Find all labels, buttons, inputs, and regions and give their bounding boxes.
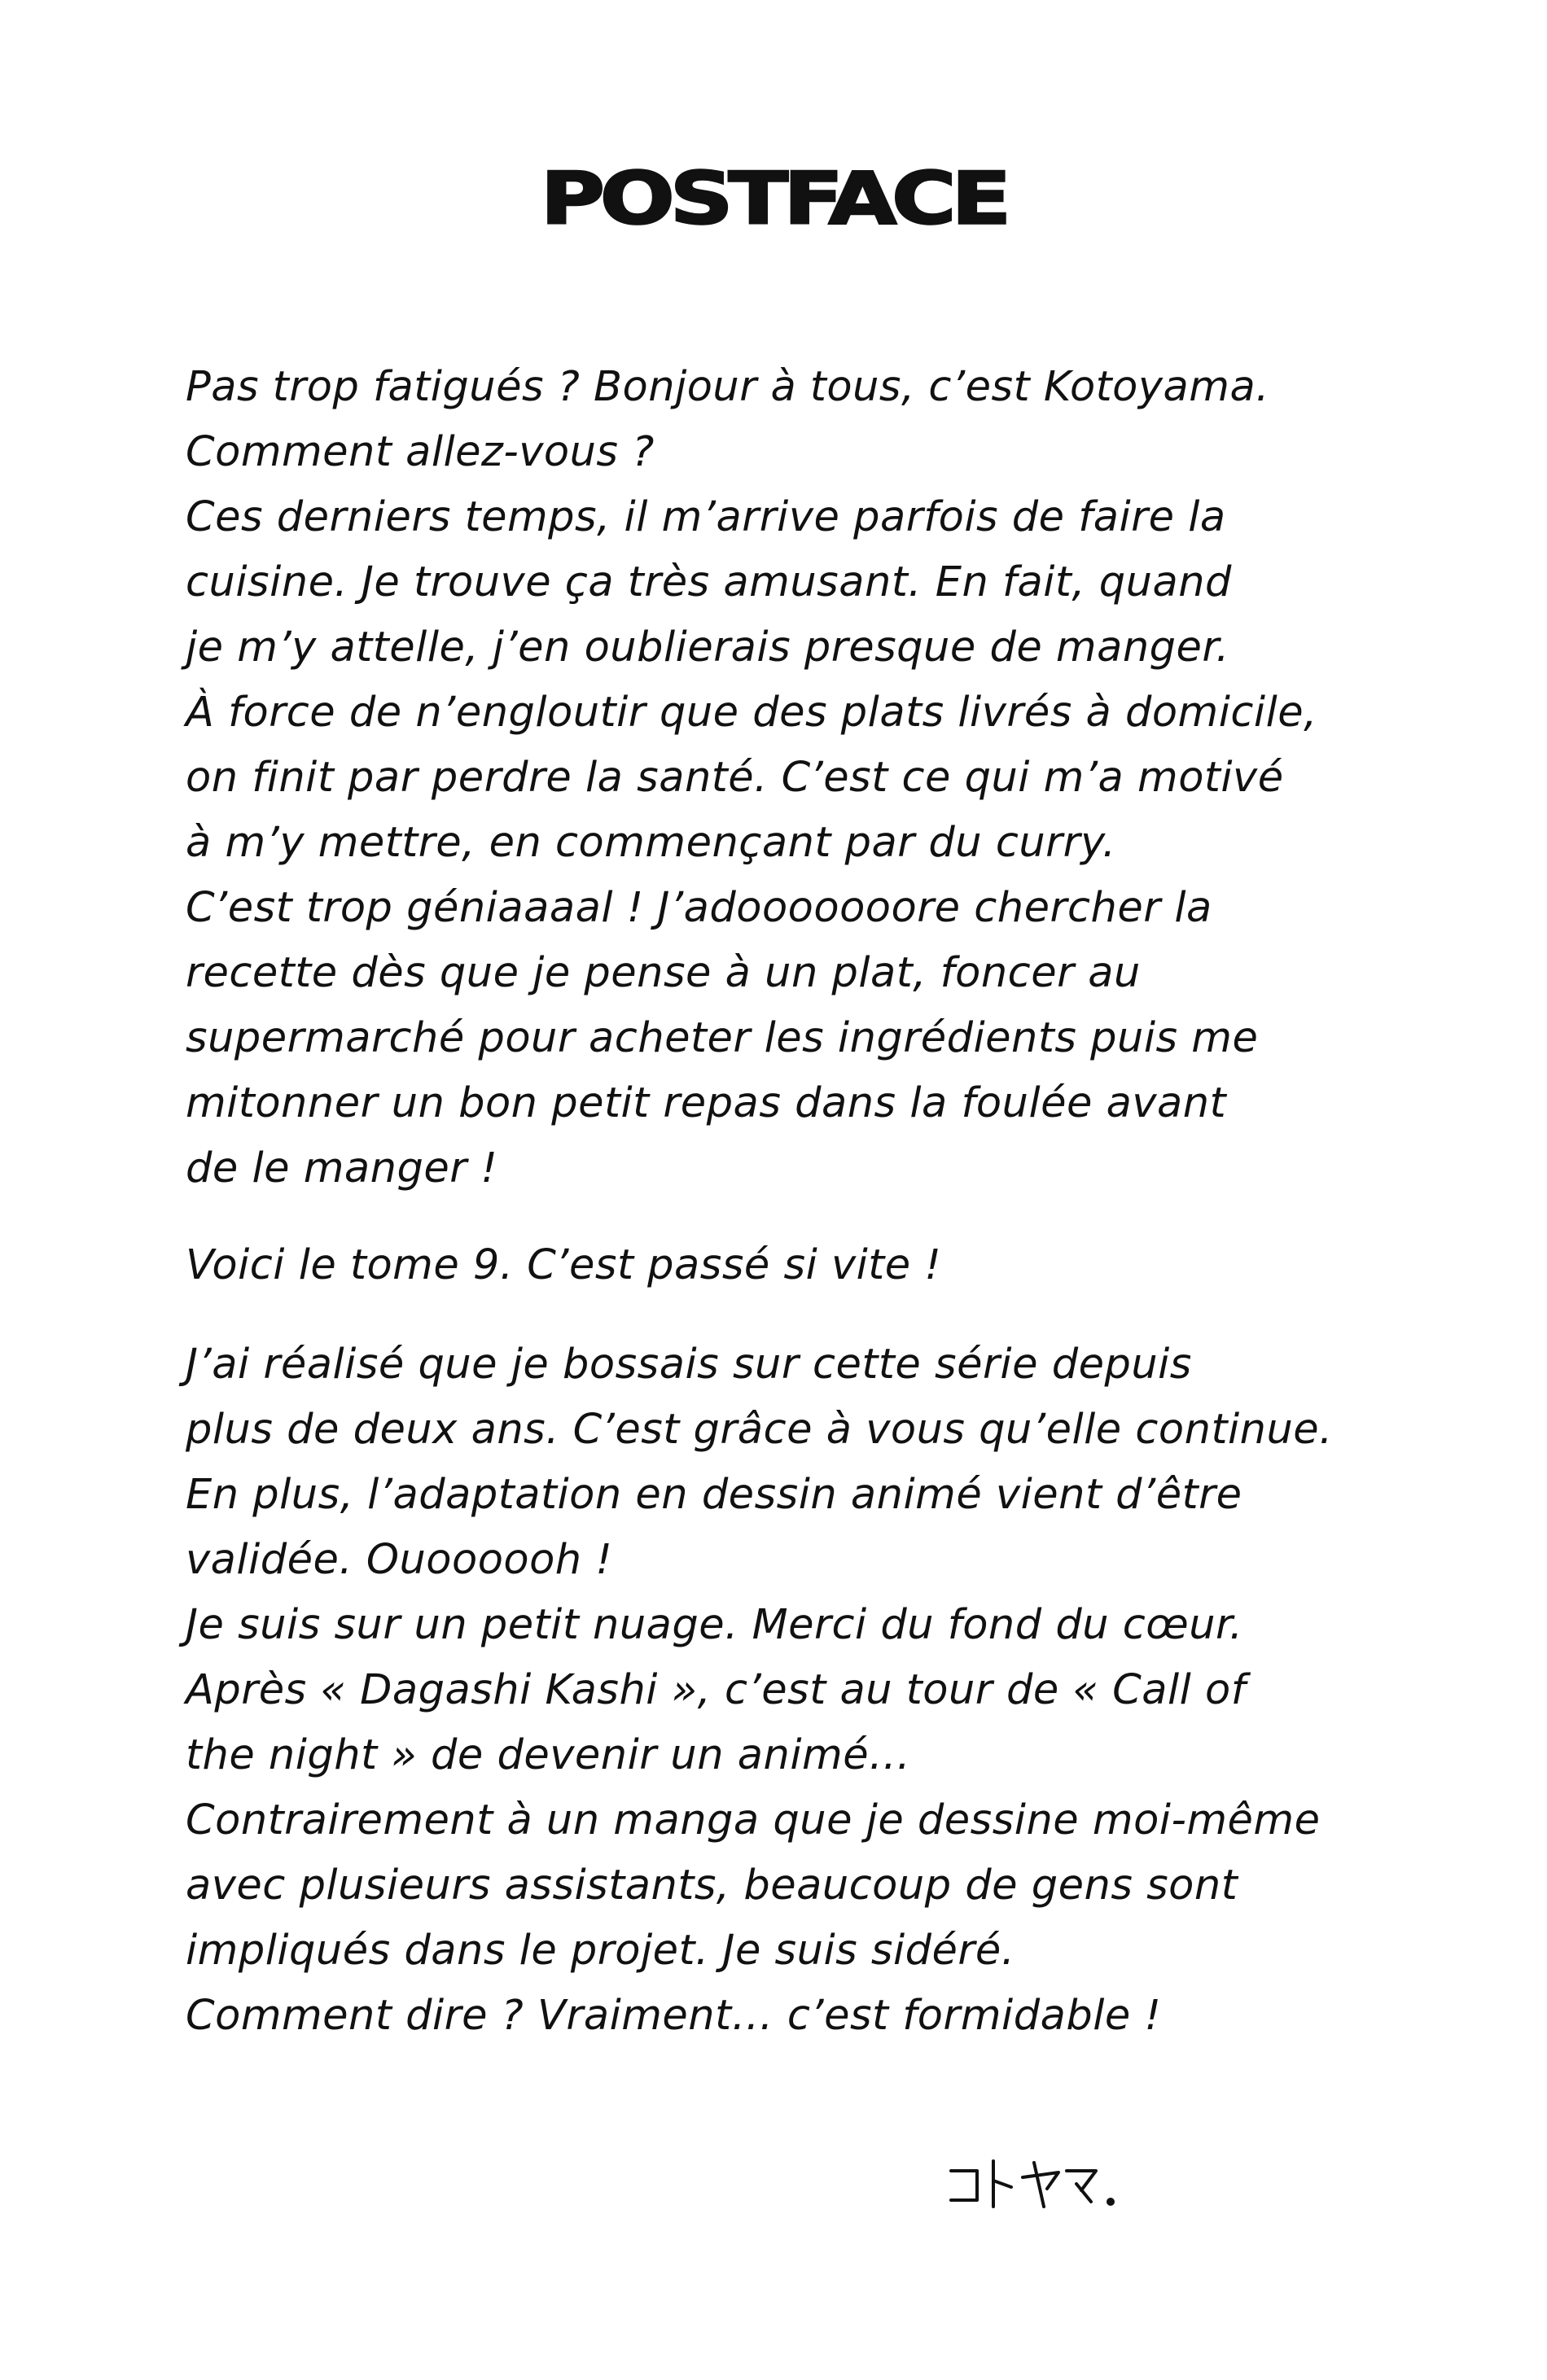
page-title: POSTFACE	[540, 157, 1007, 241]
paragraph-volume	[186, 1233, 1456, 1298]
text-line: Comment dire ? Vraiment… c’est formidable !	[186, 1992, 1162, 2040]
text-line: validée. Ouoooooh !	[186, 1536, 613, 1584]
text-line: je m’y attelle, j’en oublierais presque de manger.	[186, 623, 1229, 672]
text-line: Comment allez-vous ?	[186, 428, 655, 476]
text-line: mitonner un bon petit repas dans la foulée avant	[186, 1079, 1227, 1127]
text-line: impliqués dans le projet. Je suis sidéré.	[186, 1927, 1015, 1975]
text-line: à m’y mettre, en commençant par du curry.	[186, 819, 1116, 867]
author-signature	[944, 2153, 1124, 2218]
text-line: En plus, l’adaptation en dessin animé vient d’être	[186, 1471, 1242, 1519]
text-line: À force de n’engloutir que des plats livrés à domicile,	[186, 689, 1317, 737]
text-line: C’est trop géniaaaal ! J’adooooooore chercher la	[186, 884, 1212, 932]
text-line: Après « Dagashi Kashi », c’est au tour de « Call of	[186, 1666, 1247, 1714]
text-line: recette dès que je pense à un plat, foncer au	[186, 949, 1141, 997]
text-line: supermarché pour acheter les ingrédients puis me	[186, 1014, 1259, 1062]
paragraph-anime	[186, 1332, 1456, 2049]
paragraph-intro	[186, 355, 1456, 1201]
text-line: Contrairement à un manga que je dessine moi-même	[186, 1796, 1321, 1844]
text-line: cuisine. Je trouve ça très amusant. En fait, quand	[186, 558, 1232, 606]
text-line: de le manger !	[186, 1144, 498, 1192]
text-line: plus de deux ans. C’est grâce à vous qu’elle continue.	[186, 1406, 1333, 1454]
text-line: Pas trop fatigués ? Bonjour à tous, c’est Kotoyama.	[186, 363, 1269, 411]
text-line: Je suis sur un petit nuage. Merci du fond du cœur.	[186, 1601, 1243, 1649]
text-line: J’ai réalisé que je bossais sur cette série depuis	[186, 1341, 1192, 1389]
text-line: Ces derniers temps, il m’arrive parfois de faire la	[186, 493, 1226, 541]
text-line: on finit par perdre la santé. C’est ce qui m’a motivé	[186, 754, 1284, 802]
text-line: Voici le tome 9. C’est passé si vite !	[186, 1241, 942, 1289]
text-line: the night » de devenir un animé…	[186, 1731, 911, 1779]
text-line: avec plusieurs assistants, beaucoup de gens sont	[186, 1862, 1238, 1910]
